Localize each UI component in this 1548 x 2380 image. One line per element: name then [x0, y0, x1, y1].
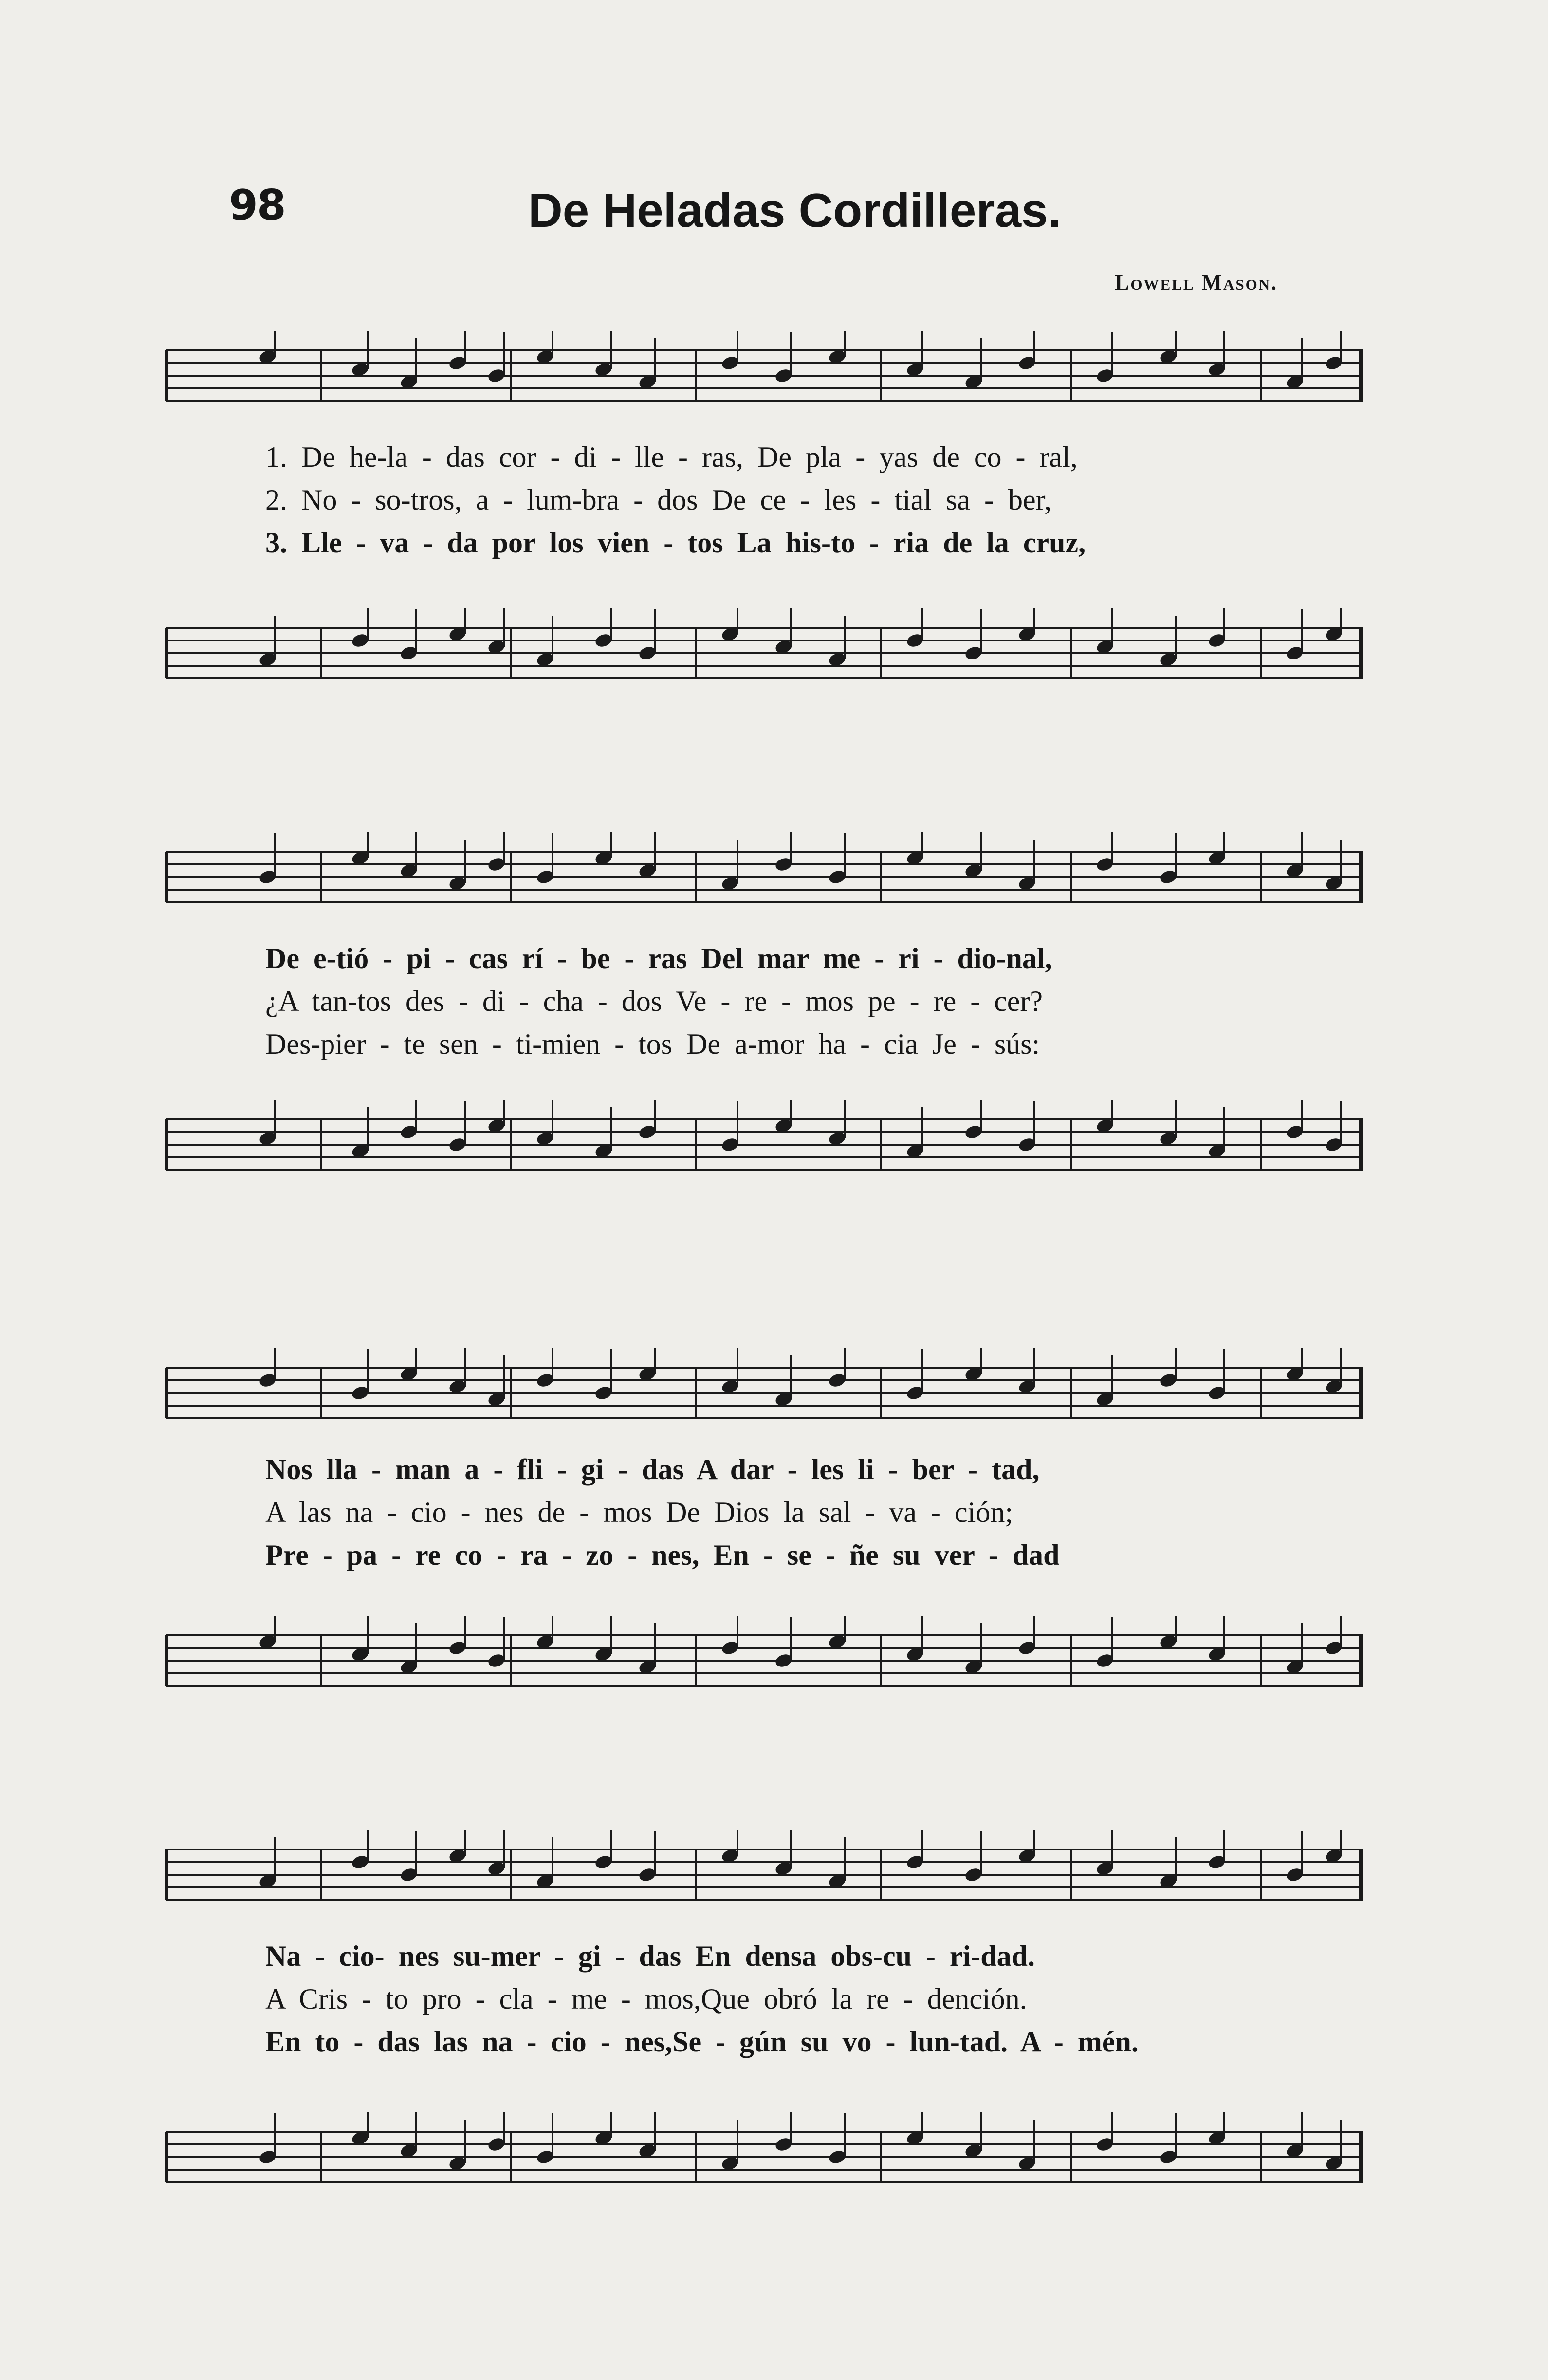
- treble-staff: [156, 832, 1373, 930]
- lyric-verse-2: ¿A tan-tos des - di - cha - dos Ve - re - mos pe - re - cer?: [265, 985, 1043, 1017]
- hymn-title: De Heladas Cordilleras.: [528, 183, 1061, 237]
- bass-staff-lines: [156, 608, 1373, 706]
- treble-staff: [156, 1348, 1373, 1446]
- bass-staff: [156, 1616, 1373, 1713]
- music-system-3: [0, 1334, 1548, 1752]
- lyric-verse-2: A las na - cio - nes de - mos De Dios la sal - va - ción;: [265, 1496, 1013, 1528]
- lyric-verse-2: 2. No - so-tros, a - lum-bra - dos De ce - les - tial sa - ber,: [265, 484, 1052, 516]
- lyric-verse-1: Nos lla - man a - fli - gi - das A dar - les li - ber - tad,: [265, 1453, 1040, 1485]
- music-system-2: [0, 823, 1548, 1241]
- lyric-verse-3: Des-pier - te sen - ti-mien - tos De a-mor ha - cia Je - sús:: [265, 1028, 1040, 1060]
- lyric-verse-1: De e-tió - pi - cas rí - be - ras Del mar me - ri - dio-nal,: [265, 942, 1052, 974]
- treble-staff-lines: [156, 331, 1373, 428]
- treble-staff-lines: [156, 1348, 1373, 1446]
- bass-staff-lines: [156, 1100, 1373, 1197]
- lyrics-block: [265, 1448, 1361, 1576]
- lyrics-block: [265, 1935, 1361, 2063]
- bass-staff-lines: [156, 1616, 1373, 1713]
- bass-staff-lines: [156, 2112, 1373, 2210]
- music-system-4: [0, 1820, 1548, 2239]
- lyric-verse-1: 1. De he-la - das cor - di - lle - ras, De pla - yas de co - ral,: [265, 441, 1078, 473]
- treble-staff: [156, 331, 1373, 428]
- bass-staff: [156, 1100, 1373, 1197]
- music-system-1: [0, 307, 1548, 725]
- composer-credit: Lowell Mason.: [1115, 271, 1278, 294]
- treble-staff: [156, 1830, 1373, 1927]
- lyric-verse-1: Na - cio- nes su-mer - gi - das En densa obs-cu - ri-dad.: [265, 1940, 1035, 1972]
- lyric-verse-3: En to - das las na - cio - nes,Se - gún su vo - lun-tad. A - mén.: [265, 2026, 1139, 2058]
- lyrics-block: [265, 436, 1361, 564]
- treble-staff-lines: [156, 832, 1373, 930]
- bass-staff: [156, 608, 1373, 706]
- bass-staff: [156, 2112, 1373, 2210]
- page-header: [0, 181, 1548, 249]
- page-number: 98: [229, 181, 285, 230]
- treble-staff-lines: [156, 1830, 1373, 1927]
- lyric-verse-3: 3. Lle - va - da por los vien - tos La his-to - ria de la cruz,: [265, 527, 1086, 559]
- lyric-verse-3: Pre - pa - re co - ra - zo - nes, En - se - ñe su ver - dad: [265, 1539, 1060, 1571]
- lyrics-block: [265, 937, 1361, 1065]
- lyric-verse-2: A Cris - to pro - cla - me - mos,Que obró la re - dención.: [265, 1983, 1027, 2015]
